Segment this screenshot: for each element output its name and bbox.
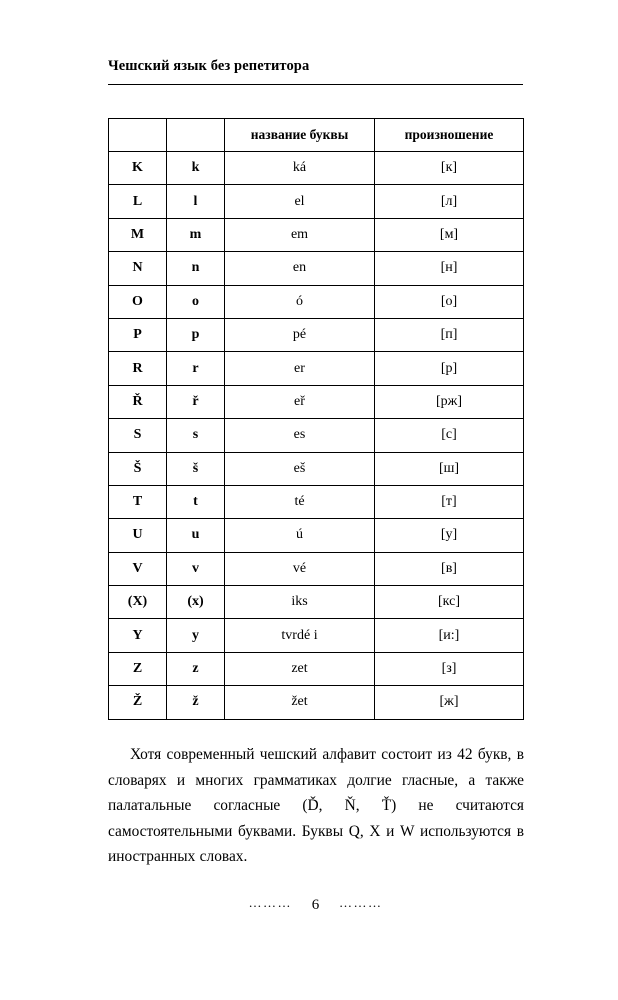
cell-letter-name: tvrdé i xyxy=(225,619,375,652)
column-header-lowercase xyxy=(167,119,225,152)
table-row xyxy=(109,686,524,719)
column-header-letter-name: название буквы xyxy=(225,119,375,152)
cell-pronunciation: [ж] xyxy=(375,686,524,719)
cell-uppercase: V xyxy=(109,552,167,585)
cell-pronunciation: [у] xyxy=(375,519,524,552)
cell-letter-name: pé xyxy=(225,318,375,351)
cell-pronunciation: [з] xyxy=(375,652,524,685)
cell-lowercase: (x) xyxy=(167,586,225,619)
cell-letter-name: eš xyxy=(225,452,375,485)
cell-uppercase: Ž xyxy=(109,686,167,719)
cell-uppercase: P xyxy=(109,318,167,351)
cell-lowercase: l xyxy=(167,185,225,218)
cell-pronunciation: [в] xyxy=(375,552,524,585)
table-header-row xyxy=(109,119,524,152)
cell-lowercase: s xyxy=(167,419,225,452)
cell-uppercase: L xyxy=(109,185,167,218)
table-row xyxy=(109,519,524,552)
cell-lowercase: ž xyxy=(167,686,225,719)
table-row xyxy=(109,619,524,652)
cell-letter-name: té xyxy=(225,485,375,518)
cell-letter-name: el xyxy=(225,185,375,218)
cell-lowercase: o xyxy=(167,285,225,318)
cell-uppercase: K xyxy=(109,152,167,185)
cell-letter-name: ká xyxy=(225,152,375,185)
cell-pronunciation: [п] xyxy=(375,318,524,351)
footer-dots-right: ……… xyxy=(339,895,383,910)
table-row xyxy=(109,485,524,518)
cell-lowercase: v xyxy=(167,552,225,585)
cell-pronunciation: [т] xyxy=(375,485,524,518)
cell-uppercase: S xyxy=(109,419,167,452)
cell-uppercase: Ř xyxy=(109,385,167,418)
cell-lowercase: y xyxy=(167,619,225,652)
cell-pronunciation: [н] xyxy=(375,252,524,285)
cell-uppercase: T xyxy=(109,485,167,518)
column-header-pronunciation: произношение xyxy=(375,119,524,152)
cell-uppercase: Š xyxy=(109,452,167,485)
cell-lowercase: p xyxy=(167,318,225,351)
cell-lowercase: k xyxy=(167,152,225,185)
cell-letter-name: žet xyxy=(225,686,375,719)
cell-letter-name: iks xyxy=(225,586,375,619)
cell-lowercase: z xyxy=(167,652,225,685)
cell-uppercase: Y xyxy=(109,619,167,652)
cell-letter-name: en xyxy=(225,252,375,285)
cell-lowercase: t xyxy=(167,485,225,518)
cell-pronunciation: [м] xyxy=(375,218,524,251)
table-row xyxy=(109,419,524,452)
cell-pronunciation: [кс] xyxy=(375,586,524,619)
page-header: Чешский язык без репетитора xyxy=(108,58,310,74)
cell-uppercase: O xyxy=(109,285,167,318)
cell-uppercase: Z xyxy=(109,652,167,685)
page-footer xyxy=(108,895,523,914)
cell-pronunciation: [рж] xyxy=(375,385,524,418)
table-row xyxy=(109,185,524,218)
cell-pronunciation: [р] xyxy=(375,352,524,385)
cell-letter-name: es xyxy=(225,419,375,452)
cell-uppercase: M xyxy=(109,218,167,251)
cell-uppercase: (X) xyxy=(109,586,167,619)
cell-uppercase: N xyxy=(109,252,167,285)
table-row xyxy=(109,252,524,285)
footer-dots-left: ……… xyxy=(248,895,292,910)
table-row xyxy=(109,452,524,485)
cell-letter-name: ó xyxy=(225,285,375,318)
cell-lowercase: r xyxy=(167,352,225,385)
table-row xyxy=(109,552,524,585)
cell-letter-name: eř xyxy=(225,385,375,418)
cell-letter-name: zet xyxy=(225,652,375,685)
table-row xyxy=(109,218,524,251)
cell-pronunciation: [и:] xyxy=(375,619,524,652)
table-row xyxy=(109,385,524,418)
cell-lowercase: š xyxy=(167,452,225,485)
table-row xyxy=(109,652,524,685)
cell-letter-name: vé xyxy=(225,552,375,585)
table-row xyxy=(109,352,524,385)
cell-pronunciation: [ш] xyxy=(375,452,524,485)
cell-uppercase: R xyxy=(109,352,167,385)
body-paragraph: Хотя современный чешский алфавит состоит из 42 букв, в словарях и многих грамматиках долгие гласные, а также палатальные согласные (Ď, Ň, Ť) не считаются самостоятельными буквами. Буквы Q, X и W используются в иностранных словах. xyxy=(108,746,524,866)
cell-lowercase: n xyxy=(167,252,225,285)
cell-letter-name: em xyxy=(225,218,375,251)
table-row xyxy=(109,586,524,619)
table-row xyxy=(109,318,524,351)
column-header-uppercase xyxy=(109,119,167,152)
cell-letter-name: ú xyxy=(225,519,375,552)
cell-lowercase: u xyxy=(167,519,225,552)
cell-letter-name: er xyxy=(225,352,375,385)
cell-uppercase: U xyxy=(109,519,167,552)
table-row xyxy=(109,152,524,185)
cell-lowercase: m xyxy=(167,218,225,251)
table-row xyxy=(109,285,524,318)
cell-pronunciation: [к] xyxy=(375,152,524,185)
cell-lowercase: ř xyxy=(167,385,225,418)
cell-pronunciation: [л] xyxy=(375,185,524,218)
cell-pronunciation: [с] xyxy=(375,419,524,452)
cell-pronunciation: [о] xyxy=(375,285,524,318)
page-number: 6 xyxy=(311,897,320,913)
header-divider xyxy=(108,84,523,85)
alphabet-table xyxy=(108,118,524,720)
